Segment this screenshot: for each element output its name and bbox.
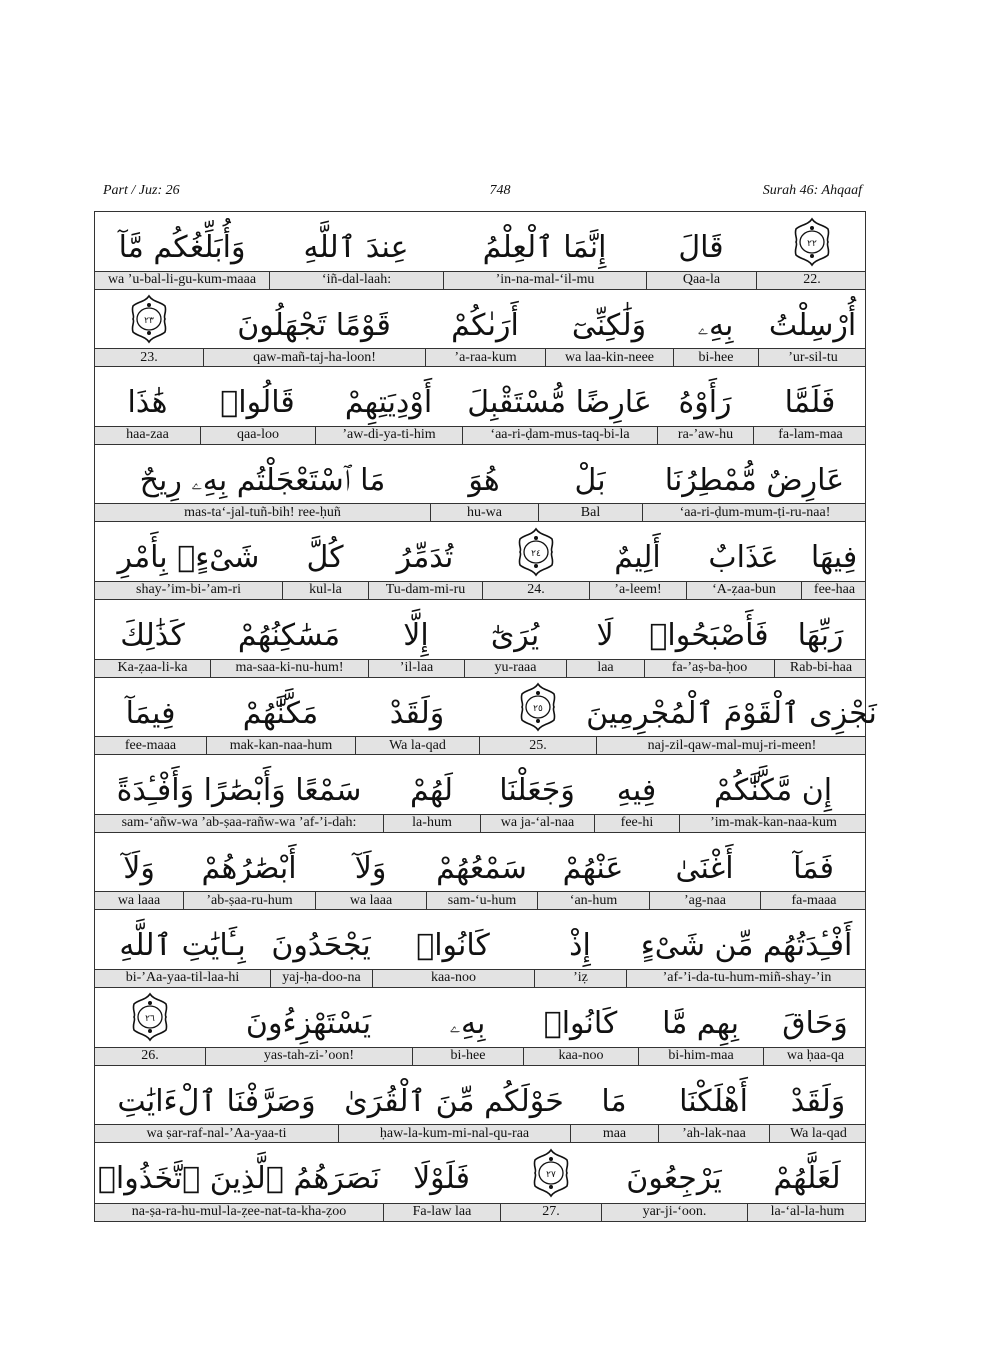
- arabic-line: [95, 833, 865, 892]
- transliteration-word: ḥaw-la-kum-mi-nal-qu-raa: [338, 1125, 570, 1142]
- verse-end-marker-icon: [130, 992, 170, 1042]
- arabic-word: كَانُوا۟: [543, 1005, 618, 1041]
- arabic-word: قَالُوا۟: [220, 385, 295, 421]
- arabic-word: مَا: [601, 1083, 627, 1119]
- arabic-word: عَارِضًا مُّسْتَقْبِلَ: [467, 385, 652, 421]
- verse-end-marker-icon: [129, 294, 169, 344]
- arabic-word: كَذَٰلِكَ: [120, 617, 185, 653]
- arabic-word: مَكَّنَّٰهُمْ: [242, 695, 319, 731]
- verse-row: [95, 290, 865, 368]
- arabic-word: أَبْصَٰرُهُمْ: [201, 850, 297, 886]
- transliteration-word: ’in-na-mal-‘il-mu: [443, 272, 646, 289]
- verse-number-ornament: [500, 1143, 601, 1202]
- arabic-word: هَٰذَا: [127, 385, 168, 421]
- arabic-line: [95, 678, 877, 737]
- verse-row: [95, 445, 865, 523]
- verse-number-label: 25.: [479, 737, 596, 754]
- arabic-word: بِـَٔايَٰتِ ٱللَّهِ: [119, 928, 246, 964]
- verse-number-ornament: [95, 290, 203, 349]
- transliteration-word: ‘A-ẓaa-bun: [686, 582, 801, 599]
- arabic-word: هُوَ: [468, 462, 500, 498]
- arabic-word: إِنَّمَا ٱلْعِلْمُ: [482, 230, 607, 265]
- transliteration-word: wa laaa: [117, 892, 161, 908]
- transliteration-word: mas-ta‘-jal-tuñ-bih! ree-ḥuñ: [184, 504, 341, 520]
- part-juz-label: Part / Juz: 26: [103, 183, 180, 198]
- arabic-word: قَوْمًا تَجْهَلُونَ: [237, 307, 391, 343]
- arabic-word: بِهِۦ: [449, 1005, 486, 1041]
- arabic-word: بَلْ: [574, 462, 606, 498]
- transliteration-word: fa-maaa: [760, 892, 867, 909]
- arabic-word: فِيهِ: [616, 773, 657, 809]
- transliteration-word: wa ḥaa-qa: [763, 1048, 867, 1065]
- transliteration-word: Bal: [538, 504, 642, 521]
- arabic-word: أَهْلَكْنَا: [679, 1083, 748, 1119]
- arabic-word: إِذْ: [569, 928, 591, 964]
- transliteration-word: ’af-’i-da-tu-hum-miñ-shay-’in: [626, 970, 867, 987]
- transliteration-line: [95, 736, 865, 754]
- svg-text:٢٦: ٢٦: [145, 1014, 155, 1025]
- arabic-word: عَذَابٌ: [708, 540, 779, 576]
- verse-row: [95, 910, 865, 988]
- transliteration-word: mak-kan-naa-hum: [206, 737, 355, 754]
- arabic-word: وَأُبَلِّغُكُم مَّآ: [118, 230, 246, 265]
- arabic-line: [95, 755, 865, 814]
- transliteration-word: bi-hee: [673, 349, 758, 366]
- verse-number-ornament: [756, 212, 867, 271]
- transliteration-word: laa: [566, 660, 644, 677]
- transliteration-word: haa-zaa: [126, 427, 169, 443]
- arabic-word: فِيمَآ: [125, 695, 176, 731]
- transliteration-word: ‘an-hum: [537, 892, 649, 909]
- transliteration-line: [95, 1047, 865, 1065]
- arabic-word: تُدَمِّرُ: [396, 540, 454, 576]
- verse-number-ornament: [482, 522, 589, 581]
- verse-number-label: 24.: [482, 582, 589, 599]
- arabic-word: إِن مَّكَّنَّٰكُمْ: [713, 773, 833, 809]
- transliteration-word: ‘iñ-dal-laah:: [269, 272, 443, 289]
- transliteration-word: yaj-ḥa-doo-na: [270, 970, 372, 987]
- arabic-line: [95, 910, 865, 969]
- arabic-word: فِيهَا: [810, 540, 858, 576]
- verse-end-marker-icon: [531, 1148, 571, 1198]
- arabic-word: فَلَوْلَا: [413, 1161, 470, 1197]
- arabic-word: شَىْءٍۭ بِأَمْرِ: [117, 540, 260, 576]
- transliteration-word: ’a-raa-kum: [425, 349, 545, 366]
- arabic-word: وَلَقَدْ: [389, 695, 445, 731]
- arabic-word: يَرْجِعُونَ: [626, 1161, 722, 1197]
- arabic-word: بِهِۦ: [697, 307, 734, 343]
- transliteration-word: wa laaa: [315, 892, 426, 909]
- verse-end-marker-icon: [518, 682, 558, 732]
- transliteration-word: naj-zil-qaw-mal-muj-ri-meen!: [596, 737, 867, 754]
- transliteration-word: hu-wa: [430, 504, 538, 521]
- verse-row: [95, 600, 865, 678]
- arabic-word: سَمْعًا وَأَبْصَٰرًا وَأَفْـِٔدَةً: [116, 773, 362, 809]
- arabic-word: كُلَّ: [306, 540, 344, 576]
- verse-row: [95, 1066, 865, 1144]
- transliteration-word: wa ja-‘al-naa: [480, 815, 594, 832]
- transliteration-line: [95, 891, 865, 909]
- transliteration-word: kul-la: [282, 582, 368, 599]
- arabic-word: وَلَآ: [123, 850, 155, 886]
- arabic-word: أَرَىٰكُمْ: [451, 307, 519, 343]
- verse-row: [95, 522, 865, 600]
- transliteration-word: fee-hi: [594, 815, 679, 832]
- arabic-word: وَلَقَدْ: [790, 1083, 846, 1119]
- verse-number-label: 23.: [140, 349, 158, 365]
- arabic-word: يَجْحَدُونَ: [271, 928, 371, 964]
- transliteration-word: maa: [570, 1125, 658, 1142]
- transliteration-word: qaw-mañ-taj-ha-loon!: [203, 349, 425, 366]
- transliteration-line: [95, 348, 865, 366]
- arabic-word: عَنْهُمْ: [562, 850, 624, 886]
- verse-number-ornament: [95, 988, 205, 1047]
- verse-row: [95, 988, 865, 1066]
- arabic-word: أَلِيمٌ: [614, 540, 661, 576]
- arabic-word: يَسْتَهْزِءُونَ: [245, 1005, 372, 1041]
- arabic-word: أُرْسِلْتُ: [768, 307, 857, 343]
- transliteration-word: shay-’im-bi-’am-ri: [136, 582, 241, 598]
- verse-number-ornament: [479, 678, 596, 737]
- svg-text:٢٥: ٢٥: [532, 704, 543, 715]
- transliteration-word: wa ’u-bal-li-gu-kum-maaa: [107, 272, 257, 288]
- transliteration-line: [95, 581, 865, 599]
- transliteration-word: ’ab-ṣaa-ru-hum: [183, 892, 315, 909]
- svg-text:٢٧: ٢٧: [545, 1169, 556, 1180]
- transliteration-word: ’ur-sil-tu: [758, 349, 867, 366]
- arabic-line: [95, 290, 865, 349]
- transliteration-word: yas-tah-zi-’oon!: [205, 1048, 412, 1065]
- transliteration-word: bi-him-maa: [638, 1048, 763, 1065]
- transliteration-word: ma-saa-ki-nu-hum!: [210, 660, 368, 677]
- transliteration-line: [95, 969, 865, 987]
- arabic-word: نَصَرَهُمُ ٱلَّذِينَ ٱتَّخَذُوا۟: [97, 1161, 381, 1197]
- transliteration-word: ‘aa-ri-ḍum-mum-ṭi-ru-naa!: [642, 504, 867, 521]
- transliteration-word: Rab-bi-haa: [774, 660, 867, 677]
- verse-row: [95, 367, 865, 445]
- verse-row: [95, 1143, 865, 1221]
- transliteration-word: kaa-noo: [523, 1048, 638, 1065]
- transliteration-word: sam-‘añw-wa ’ab-ṣaa-rañw-wa ’af-’i-dah:: [121, 815, 357, 831]
- arabic-line: [95, 1143, 865, 1202]
- transliteration-word: kaa-noo: [372, 970, 534, 987]
- transliteration-word: Tu-dam-mi-ru: [368, 582, 482, 599]
- transliteration-line: [95, 271, 865, 289]
- transliteration-word: ’im-mak-kan-naa-kum: [679, 815, 867, 832]
- transliteration-word: qaa-loo: [200, 427, 315, 444]
- transliteration-word: yu-raaa: [464, 660, 566, 677]
- arabic-word: حَوْلَكُم مِّنَ ٱلْقُرَىٰ: [344, 1083, 564, 1119]
- page-number: 748: [489, 183, 511, 198]
- transliteration-word: ’ah-lak-naa: [658, 1125, 769, 1142]
- verse-row: [95, 678, 877, 756]
- verse-number-label: 27.: [500, 1204, 601, 1221]
- transliteration-word: Ka-ẓaa-li-ka: [117, 660, 188, 676]
- arabic-word: بِهِم مَّا: [662, 1005, 739, 1041]
- transliteration-word: wa ṣar-raf-nal-’Aa-yaa-ti: [146, 1125, 287, 1141]
- arabic-word: قَالَ: [678, 230, 724, 265]
- arabic-word: عِندَ ٱللَّهِ: [303, 230, 409, 265]
- transliteration-word: fee-haa: [801, 582, 867, 599]
- verse-row: [95, 833, 865, 911]
- transliteration-line: [95, 659, 865, 677]
- arabic-word: وَلَآ: [354, 850, 387, 886]
- svg-text:٢٢: ٢٢: [806, 238, 817, 249]
- verse-end-marker-icon: [792, 217, 832, 267]
- arabic-word: وَصَرَّفْنَا ٱلْءَايَٰتِ: [117, 1083, 316, 1119]
- arabic-line: [95, 988, 865, 1047]
- arabic-word: لَهُمْ: [410, 773, 453, 809]
- arabic-line: [95, 1066, 865, 1125]
- verse-number-label: 26.: [141, 1048, 159, 1064]
- transliteration-line: [95, 426, 865, 444]
- arabic-word: فَلَمَّا: [784, 385, 836, 421]
- transliteration-word: ra-’aw-hu: [657, 427, 753, 444]
- transliteration-word: na-ṣa-ra-hu-mul-la-ẓee-nat-ta-kha-ẓoo: [131, 1204, 347, 1220]
- arabic-word: نَجْزِى ٱلْقَوْمَ ٱلْمُجْرِمِينَ: [586, 695, 877, 731]
- arabic-word: فَمَآ: [793, 850, 834, 886]
- transliteration-line: [95, 1124, 865, 1142]
- transliteration-word: ’iẓ: [534, 970, 626, 987]
- transliteration-word: bi-hee: [412, 1048, 523, 1065]
- transliteration-word: Fa-law laa: [383, 1204, 500, 1221]
- arabic-line: [95, 522, 865, 581]
- svg-text:٢٣: ٢٣: [144, 316, 154, 327]
- verse-number-label: 22.: [756, 272, 867, 289]
- transliteration-word: la-hum: [383, 815, 480, 832]
- transliteration-word: bi-’Aa-yaa-til-laa-hi: [125, 970, 240, 986]
- arabic-word: سَمْعُهُمْ: [436, 850, 527, 886]
- arabic-line: [95, 445, 865, 504]
- arabic-line: [95, 367, 865, 426]
- transliteration-line: [95, 503, 865, 521]
- transliteration-line: [95, 814, 865, 832]
- arabic-word: أَوْدِيَتِهِمْ: [344, 385, 433, 421]
- arabic-word: رَأَوْهُ: [678, 385, 732, 421]
- surah-label: Surah 46: Ahqaaf: [762, 183, 862, 198]
- transliteration-word: Qaa-la: [646, 272, 756, 289]
- transliteration-line: [95, 1203, 865, 1221]
- arabic-word: وَجَعَلْنَا: [499, 773, 575, 809]
- transliteration-word: ’ag-naa: [649, 892, 760, 909]
- transliteration-word: ’il-laa: [368, 660, 464, 677]
- arabic-word: مَا ٱسْتَعْجَلْتُم بِهِۦ رِيحٌ: [139, 462, 386, 498]
- arabic-word: عَارِضٌ مُّمْطِرُنَا: [664, 462, 845, 498]
- transliteration-word: yar-ji-‘oon.: [601, 1204, 747, 1221]
- transliteration-word: ’aw-di-ya-ti-him: [315, 427, 462, 444]
- svg-text:٢٤: ٢٤: [530, 548, 541, 559]
- transliteration-word: Wa la-qad: [769, 1125, 867, 1142]
- transliteration-word: la-‘al-la-hum: [747, 1204, 867, 1221]
- verse-end-marker-icon: [516, 527, 556, 577]
- transliteration-word: ’a-leem!: [589, 582, 686, 599]
- arabic-word: وَلَٰكِنِّىٓ: [571, 307, 647, 343]
- transliteration-word: ‘aa-ri-ḍam-mus-taq-bi-la: [462, 427, 657, 444]
- arabic-word: لَعَلَّهُمْ: [773, 1161, 841, 1197]
- arabic-word: يُرَىٰٓ: [490, 617, 540, 653]
- arabic-line: [95, 212, 865, 271]
- arabic-line: [95, 600, 865, 659]
- arabic-word: أَفْـِٔدَتُهُم مِّن شَىْءٍ: [640, 928, 853, 964]
- verse-row: [95, 755, 865, 833]
- transliteration-word: fa-lam-maa: [753, 427, 867, 444]
- verse-row: [95, 212, 865, 290]
- arabic-word: إِلَّا: [403, 617, 429, 653]
- transliteration-word: wa laa-kin-neee: [545, 349, 673, 366]
- arabic-word: رَبِّهَا: [797, 617, 844, 653]
- arabic-word: فَأَصْبَحُوا۟: [649, 617, 769, 653]
- arabic-word: كَانُوا۟: [416, 928, 490, 964]
- arabic-word: وَحَاقَ: [782, 1005, 848, 1041]
- transliteration-word: sam-‘u-hum: [426, 892, 537, 909]
- arabic-word: مَسَٰكِنُهُمْ: [237, 617, 341, 653]
- arabic-word: أَغْنَىٰ: [675, 850, 734, 886]
- transliteration-word: fee-maaa: [124, 737, 177, 753]
- arabic-word: لَا: [596, 617, 614, 653]
- word-by-word-table: [94, 211, 877, 1222]
- transliteration-word: Wa la-qad: [355, 737, 479, 754]
- transliteration-word: fa-’aṣ-ba-ḥoo: [644, 660, 774, 677]
